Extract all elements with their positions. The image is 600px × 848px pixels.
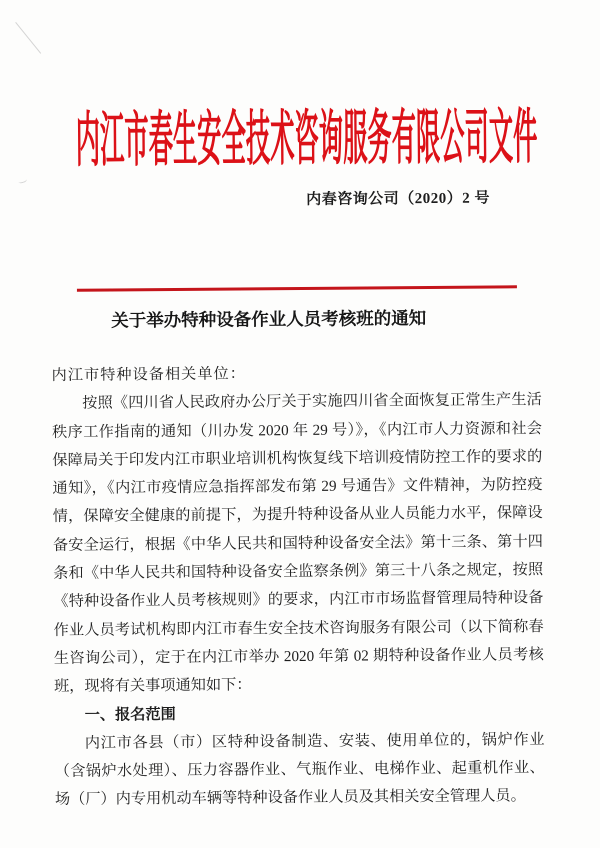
document-number: 内春咨询公司（2020）2 号	[306, 190, 491, 208]
section-1-heading: 一、报名范围	[84, 705, 176, 724]
notice-body	[52, 358, 546, 815]
main-paragraph: 按照《四川省人民政府办公厅关于实施四川省全面恢复正常生产生活秩序工作指南的通知（川办发 2020 年 29 号）》，《内江市人力资源和社会保障局关于印发内江市职业培训机构恢复线下培训疫情防控工作的要求的通知》，《内江市疫情应急指挥部发布第 29 号通告》文件精神，为防控疫情，保障安全健康的前提下，为提升特种设备从业人员能力水平，保障设备安全运行，根据《中华人民共和国特种设备安全法》第十三条、第十四条和《中华人民共和国特种设备安全监察条例》第三十八条之规定，按照《特种设备作业人员考核规则》的要求，内江市市场监督管理局特种设备作业人员考试机构即内江市春生安全技术咨询服务有限公司（以下简称春生咨询公司），定于在内江市举办 2020 年第 02 期特种设备作业人员考核班，现将有关事项通知如下：	[51, 391, 544, 696]
section-1-body: 内江市各县（市）区特种设备制造、安装、使用单位的，锅炉作业（含锅炉水处理）、压力容器作业、气瓶作业、电梯作业、起重机作业、场（厂）内专用机动车辆等特种设备作业人员及其相关安全管理人员。	[54, 730, 545, 809]
red-divider-line	[77, 285, 517, 291]
letterhead-title	[76, 106, 546, 174]
salutation-line: 内江市特种设备相关单位：	[51, 365, 246, 384]
notice-title: 关于举办特种设备作业人员考核班的通知	[111, 308, 427, 331]
letterhead-title-text: 内江市春生安全技术咨询服务有限公司文件	[75, 104, 538, 174]
